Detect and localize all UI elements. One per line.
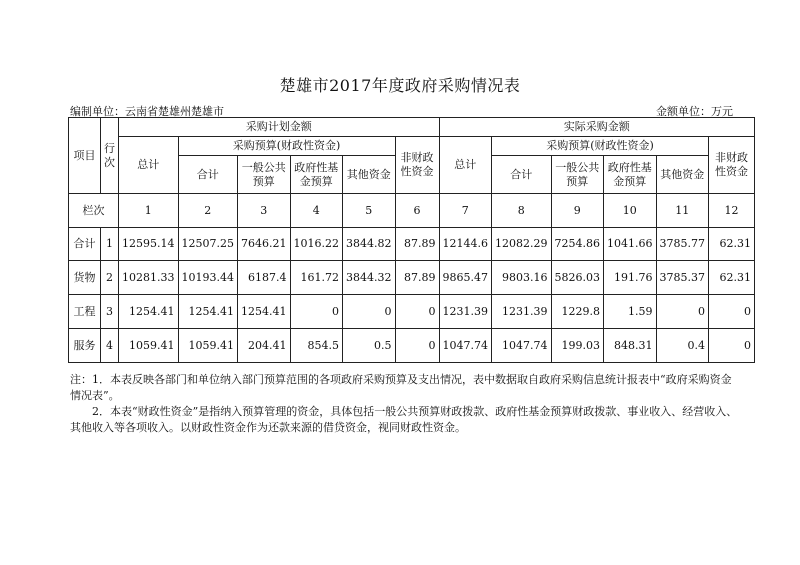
col-number: 3 — [238, 194, 291, 228]
header-actual-subtotal: 合计 — [492, 156, 552, 194]
col-number: 12 — [709, 194, 755, 228]
header-actual-total: 总计 — [439, 137, 492, 194]
header-actual-other: 其他资金 — [656, 156, 709, 194]
row-no: 4 — [101, 329, 119, 363]
cell: 0 — [709, 329, 755, 363]
row-no: 3 — [101, 295, 119, 329]
header-plan-gov-fund: 政府性基金预算 — [290, 156, 343, 194]
header-plan-general: 一般公共预算 — [238, 156, 291, 194]
cell: 10193.44 — [178, 261, 238, 295]
cell: 87.89 — [395, 261, 439, 295]
col-number: 1 — [119, 194, 179, 228]
header-plan-total: 总计 — [119, 137, 179, 194]
col-number: 6 — [395, 194, 439, 228]
cell: 1047.74 — [492, 329, 552, 363]
cell: 12082.29 — [492, 228, 552, 261]
row-no: 2 — [101, 261, 119, 295]
cell: 1254.41 — [119, 295, 179, 329]
header-actual-gov-fund: 政府性基金预算 — [604, 156, 657, 194]
cell: 1.59 — [604, 295, 657, 329]
cell: 0.4 — [656, 329, 709, 363]
cell: 1229.8 — [551, 295, 604, 329]
page-title: 楚雄市2017年度政府采购情况表 — [279, 76, 521, 95]
cell: 7254.86 — [551, 228, 604, 261]
cell: 3844.82 — [343, 228, 396, 261]
cell: 0 — [656, 295, 709, 329]
cell: 1254.41 — [178, 295, 238, 329]
cell: 1047.74 — [439, 329, 492, 363]
cell: 3785.37 — [656, 261, 709, 295]
table-row — [69, 295, 755, 329]
row-name: 工程 — [69, 295, 101, 329]
cell: 6187.4 — [238, 261, 291, 295]
row-name: 服务 — [69, 329, 101, 363]
note-1: 注：1．本表反映各部门和单位纳入部门预算范围的各项政府采购预算及支出情况，表中数据取自政府采购信息统计报表中“政府采购资金情况表”。 — [70, 373, 732, 402]
note-2: 2．本表“财政性资金”是指纳入预算管理的资金，具体包括一般公共预算财政拨款、政府性基金预算财政拨款、事业收入、经营收入、其他收入等各项收入。以财政性资金作为还款来源的借贷资金，视同财政性资金。 — [70, 405, 738, 434]
header-actual: 实际采购金额 — [439, 118, 755, 137]
cell: 0 — [290, 295, 343, 329]
col-number: 4 — [290, 194, 343, 228]
cell: 12144.6 — [439, 228, 492, 261]
cell: 3844.32 — [343, 261, 396, 295]
cell: 12507.25 — [178, 228, 238, 261]
cell: 1016.22 — [290, 228, 343, 261]
table-row — [69, 261, 755, 295]
cell: 0 — [343, 295, 396, 329]
cell: 9865.47 — [439, 261, 492, 295]
row-name: 货物 — [69, 261, 101, 295]
cell: 0 — [709, 295, 755, 329]
header-plan-subtotal: 合计 — [178, 156, 238, 194]
header-plan: 采购计划金额 — [119, 118, 440, 137]
cell: 199.03 — [551, 329, 604, 363]
col-number: 7 — [439, 194, 492, 228]
notes — [70, 372, 738, 436]
row-name: 合计 — [69, 228, 101, 261]
cell: 87.89 — [395, 228, 439, 261]
cell: 854.5 — [290, 329, 343, 363]
cell: 9803.16 — [492, 261, 552, 295]
col-number: 9 — [551, 194, 604, 228]
cell: 10281.33 — [119, 261, 179, 295]
row-no: 1 — [101, 228, 119, 261]
cell: 1059.41 — [119, 329, 179, 363]
cell: 5826.03 — [551, 261, 604, 295]
col-number: 8 — [492, 194, 552, 228]
cell: 62.31 — [709, 228, 755, 261]
header-row-no: 行次 — [101, 118, 119, 194]
table-row — [69, 228, 755, 261]
procurement-table — [68, 117, 755, 363]
header-actual-general: 一般公共预算 — [551, 156, 604, 194]
cell: 1254.41 — [238, 295, 291, 329]
col-number: 11 — [656, 194, 709, 228]
col-number: 10 — [604, 194, 657, 228]
header-plan-other: 其他资金 — [343, 156, 396, 194]
cell: 7646.21 — [238, 228, 291, 261]
header-plan-non-fiscal: 非财政性资金 — [395, 137, 439, 194]
cell: 1059.41 — [178, 329, 238, 363]
col-number: 2 — [178, 194, 238, 228]
cell: 3785.77 — [656, 228, 709, 261]
cell: 161.72 — [290, 261, 343, 295]
cell: 0 — [395, 329, 439, 363]
header-plan-budget: 采购预算(财政性资金) — [178, 137, 395, 156]
cell: 0 — [395, 295, 439, 329]
col-number-label: 栏次 — [69, 194, 119, 228]
cell: 848.31 — [604, 329, 657, 363]
cell: 0.5 — [343, 329, 396, 363]
cell: 1231.39 — [439, 295, 492, 329]
col-number: 5 — [343, 194, 396, 228]
table-row — [69, 329, 755, 363]
unit-label: 金额单位：万元 — [656, 105, 733, 118]
header-project: 项目 — [69, 118, 101, 194]
cell: 12595.14 — [119, 228, 179, 261]
cell: 204.41 — [238, 329, 291, 363]
cell: 62.31 — [709, 261, 755, 295]
header-actual-non-fiscal: 非财政性资金 — [709, 137, 755, 194]
cell: 1231.39 — [492, 295, 552, 329]
cell: 191.76 — [604, 261, 657, 295]
header-actual-budget: 采购预算(财政性资金) — [492, 137, 709, 156]
compiler-label: 编制单位：云南省楚雄州楚雄市 — [70, 105, 224, 118]
cell: 1041.66 — [604, 228, 657, 261]
